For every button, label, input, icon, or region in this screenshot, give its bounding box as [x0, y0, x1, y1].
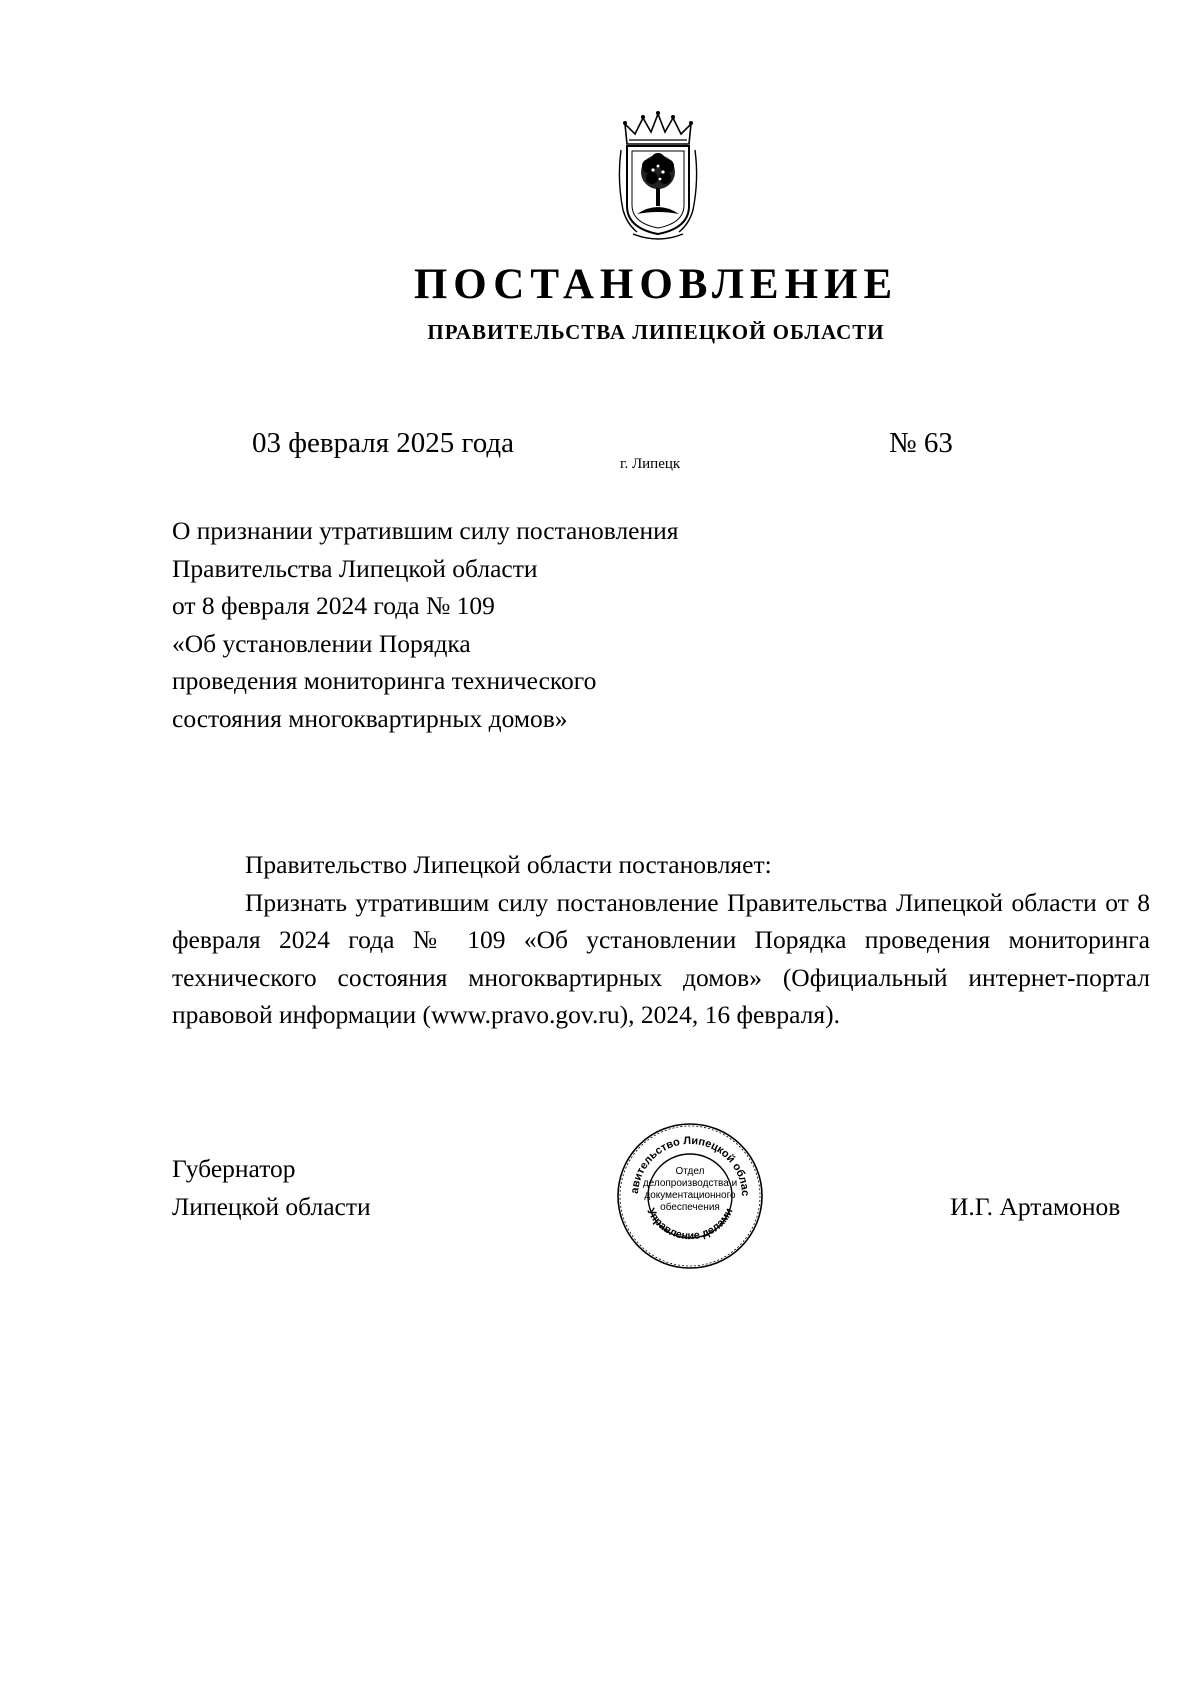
signatory-position-line: Липецкой области	[172, 1191, 371, 1221]
signatory-position	[172, 1150, 371, 1225]
document-city: г. Липецк	[620, 456, 681, 472]
stamp-outer-bottom-text: Управление делами	[644, 1206, 736, 1243]
stamp-center-line: Отдел	[675, 1166, 705, 1177]
stamp-center-text	[640, 1166, 740, 1214]
document-heading	[172, 512, 792, 737]
heading-line: состояния многоквартирных домов»	[172, 703, 568, 733]
document-title: ПОСТАНОВЛЕНИЕ	[413, 261, 899, 308]
document-date: 03 февраля 2025 года	[252, 427, 515, 459]
stamp-center-line: документационного	[644, 1190, 736, 1201]
stamp-center-line: делопроизводства и	[642, 1178, 738, 1189]
body-paragraph: Признать утратившим силу постановление Правительства Липецкой области от 8 февраля 2024 года № 109 «Об установлении Порядка проведения мониторинга технического состояния многоквартирных домов» (Официальный интернет-портал правовой информации (www.pravo.gov.ru), 2024, 16 февраля).	[172, 887, 1150, 1029]
document-number: № 63	[889, 427, 953, 459]
heading-line: Правительства Липецкой области	[172, 553, 538, 583]
signatory-position-line: Губернатор	[172, 1154, 296, 1183]
heading-line: от 8 февраля 2024 года № 109	[172, 591, 495, 620]
heading-line: проведения мониторинга технического	[172, 666, 597, 695]
official-stamp	[616, 1122, 764, 1270]
body-paragraph: Правительство Липецкой области постановляет:	[245, 850, 772, 879]
document-body	[172, 846, 1150, 1034]
stamp-center-line: обеспечения	[660, 1202, 720, 1213]
heading-line: «Об установлении Порядка	[172, 628, 471, 658]
stamp-outer-top-text: авительство Липецкой облас	[628, 1134, 752, 1197]
issuer-name: ПРАВИТЕЛЬСТВА ЛИПЕЦКОЙ ОБЛАСТИ	[427, 320, 885, 344]
heading-line: О признании утратившим силу постановления	[172, 516, 679, 545]
signatory-name: И.Г. Артамонов	[950, 1192, 1121, 1221]
lipetsk-coat-of-arms-icon	[613, 110, 703, 242]
